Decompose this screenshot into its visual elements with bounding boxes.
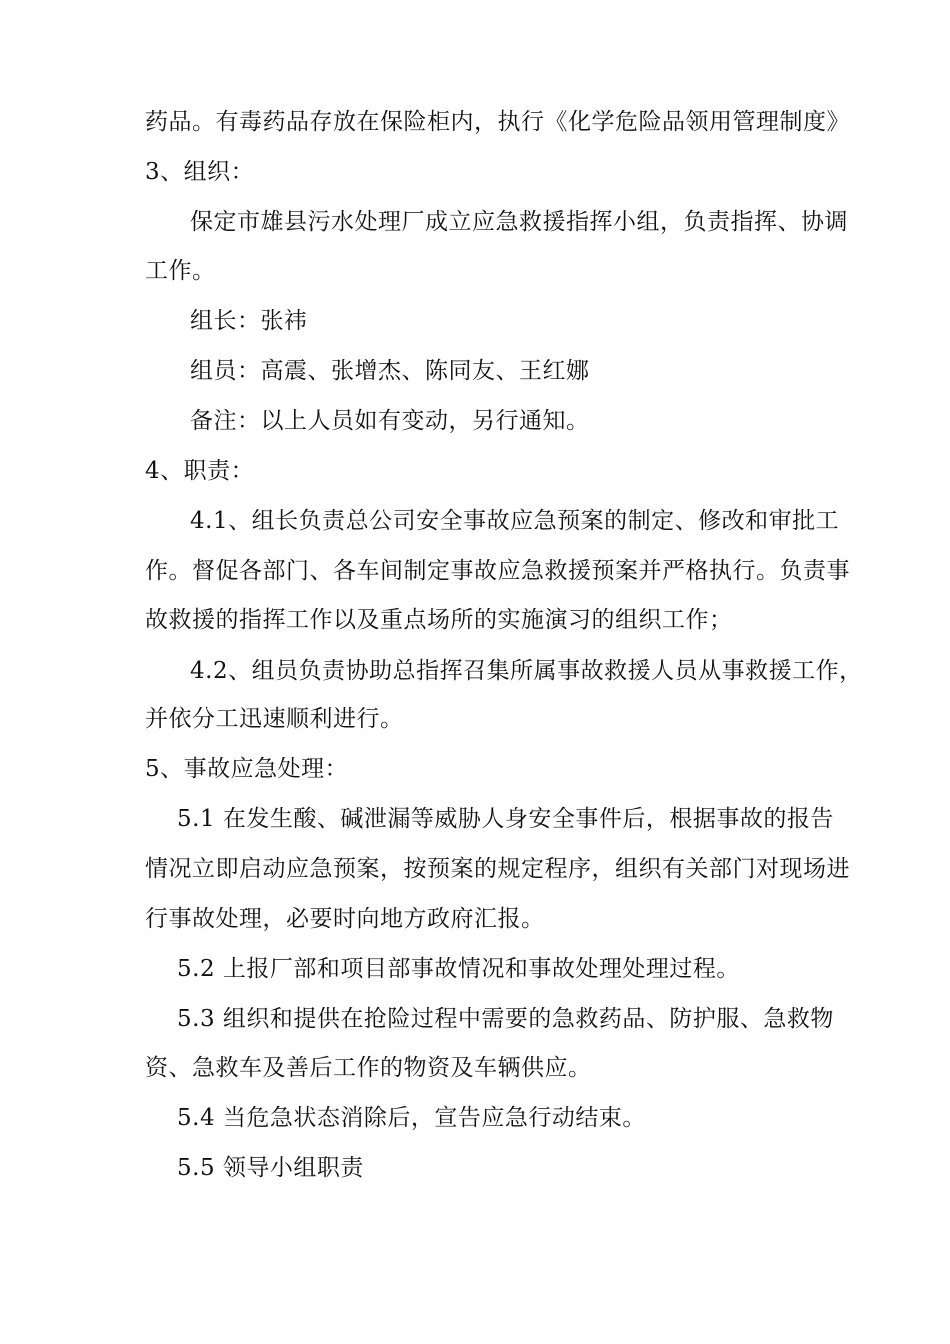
text-line-22: 5.5 领导小组职责 [177, 1155, 364, 1181]
team-members-line: 组员：高震、张增杰、陈同友、王红娜 [190, 358, 590, 384]
text-line-19: 5.3 组织和提供在抢险过程中需要的急救药品、防护服、急救物 [177, 1006, 834, 1032]
section-heading-emergency: 5、事故应急处理： [145, 756, 349, 782]
text-line-15: 5.1 在发生酸、碱泄漏等威胁人身安全事件后，根据事故的报告 [177, 806, 834, 832]
text-line-3: 保定市雄县污水处理厂成立应急救援指挥小组，负责指挥、协调 [190, 209, 848, 235]
team-leader-line: 组长：张祎 [190, 308, 308, 334]
section-heading-duties: 4、职责： [145, 458, 255, 484]
section-heading-organization: 3、组织： [145, 159, 255, 185]
text-line-16: 情况立即启动应急预案，按预案的规定程序，组织有关部门对现场进 [145, 856, 850, 882]
note-line: 备注：以上人员如有变动，另行通知。 [190, 408, 590, 434]
text-line-11: 故救援的指挥工作以及重点场所的实施演习的组织工作； [145, 607, 733, 633]
text-line-20: 资、急救车及善后工作的物资及车辆供应。 [145, 1055, 592, 1081]
text-line-10: 作。督促各部门、各车间制定事故应急救援预案并严格执行。负责事 [145, 558, 850, 584]
text-line-18: 5.2 上报厂部和项目部事故情况和事故处理处理过程。 [177, 956, 740, 982]
text-line-21: 5.4 当危急状态消除后，宣告应急行动结束。 [177, 1105, 646, 1131]
text-line-17: 行事故处理，必要时向地方政府汇报。 [145, 906, 545, 932]
text-line-12: 4.2、组员负责协助总指挥召集所属事故救援人员从事救援工作， [190, 658, 863, 684]
text-line-4: 工作。 [145, 258, 216, 284]
text-line-13: 并依分工迅速顺利进行。 [145, 706, 404, 732]
text-line-1: 药品。有毒药品存放在保险柜内，执行《化学危险品领用管理制度》 [145, 109, 850, 135]
text-line-9: 4.1、组长负责总公司安全事故应急预案的制定、修改和审批工 [190, 508, 840, 534]
